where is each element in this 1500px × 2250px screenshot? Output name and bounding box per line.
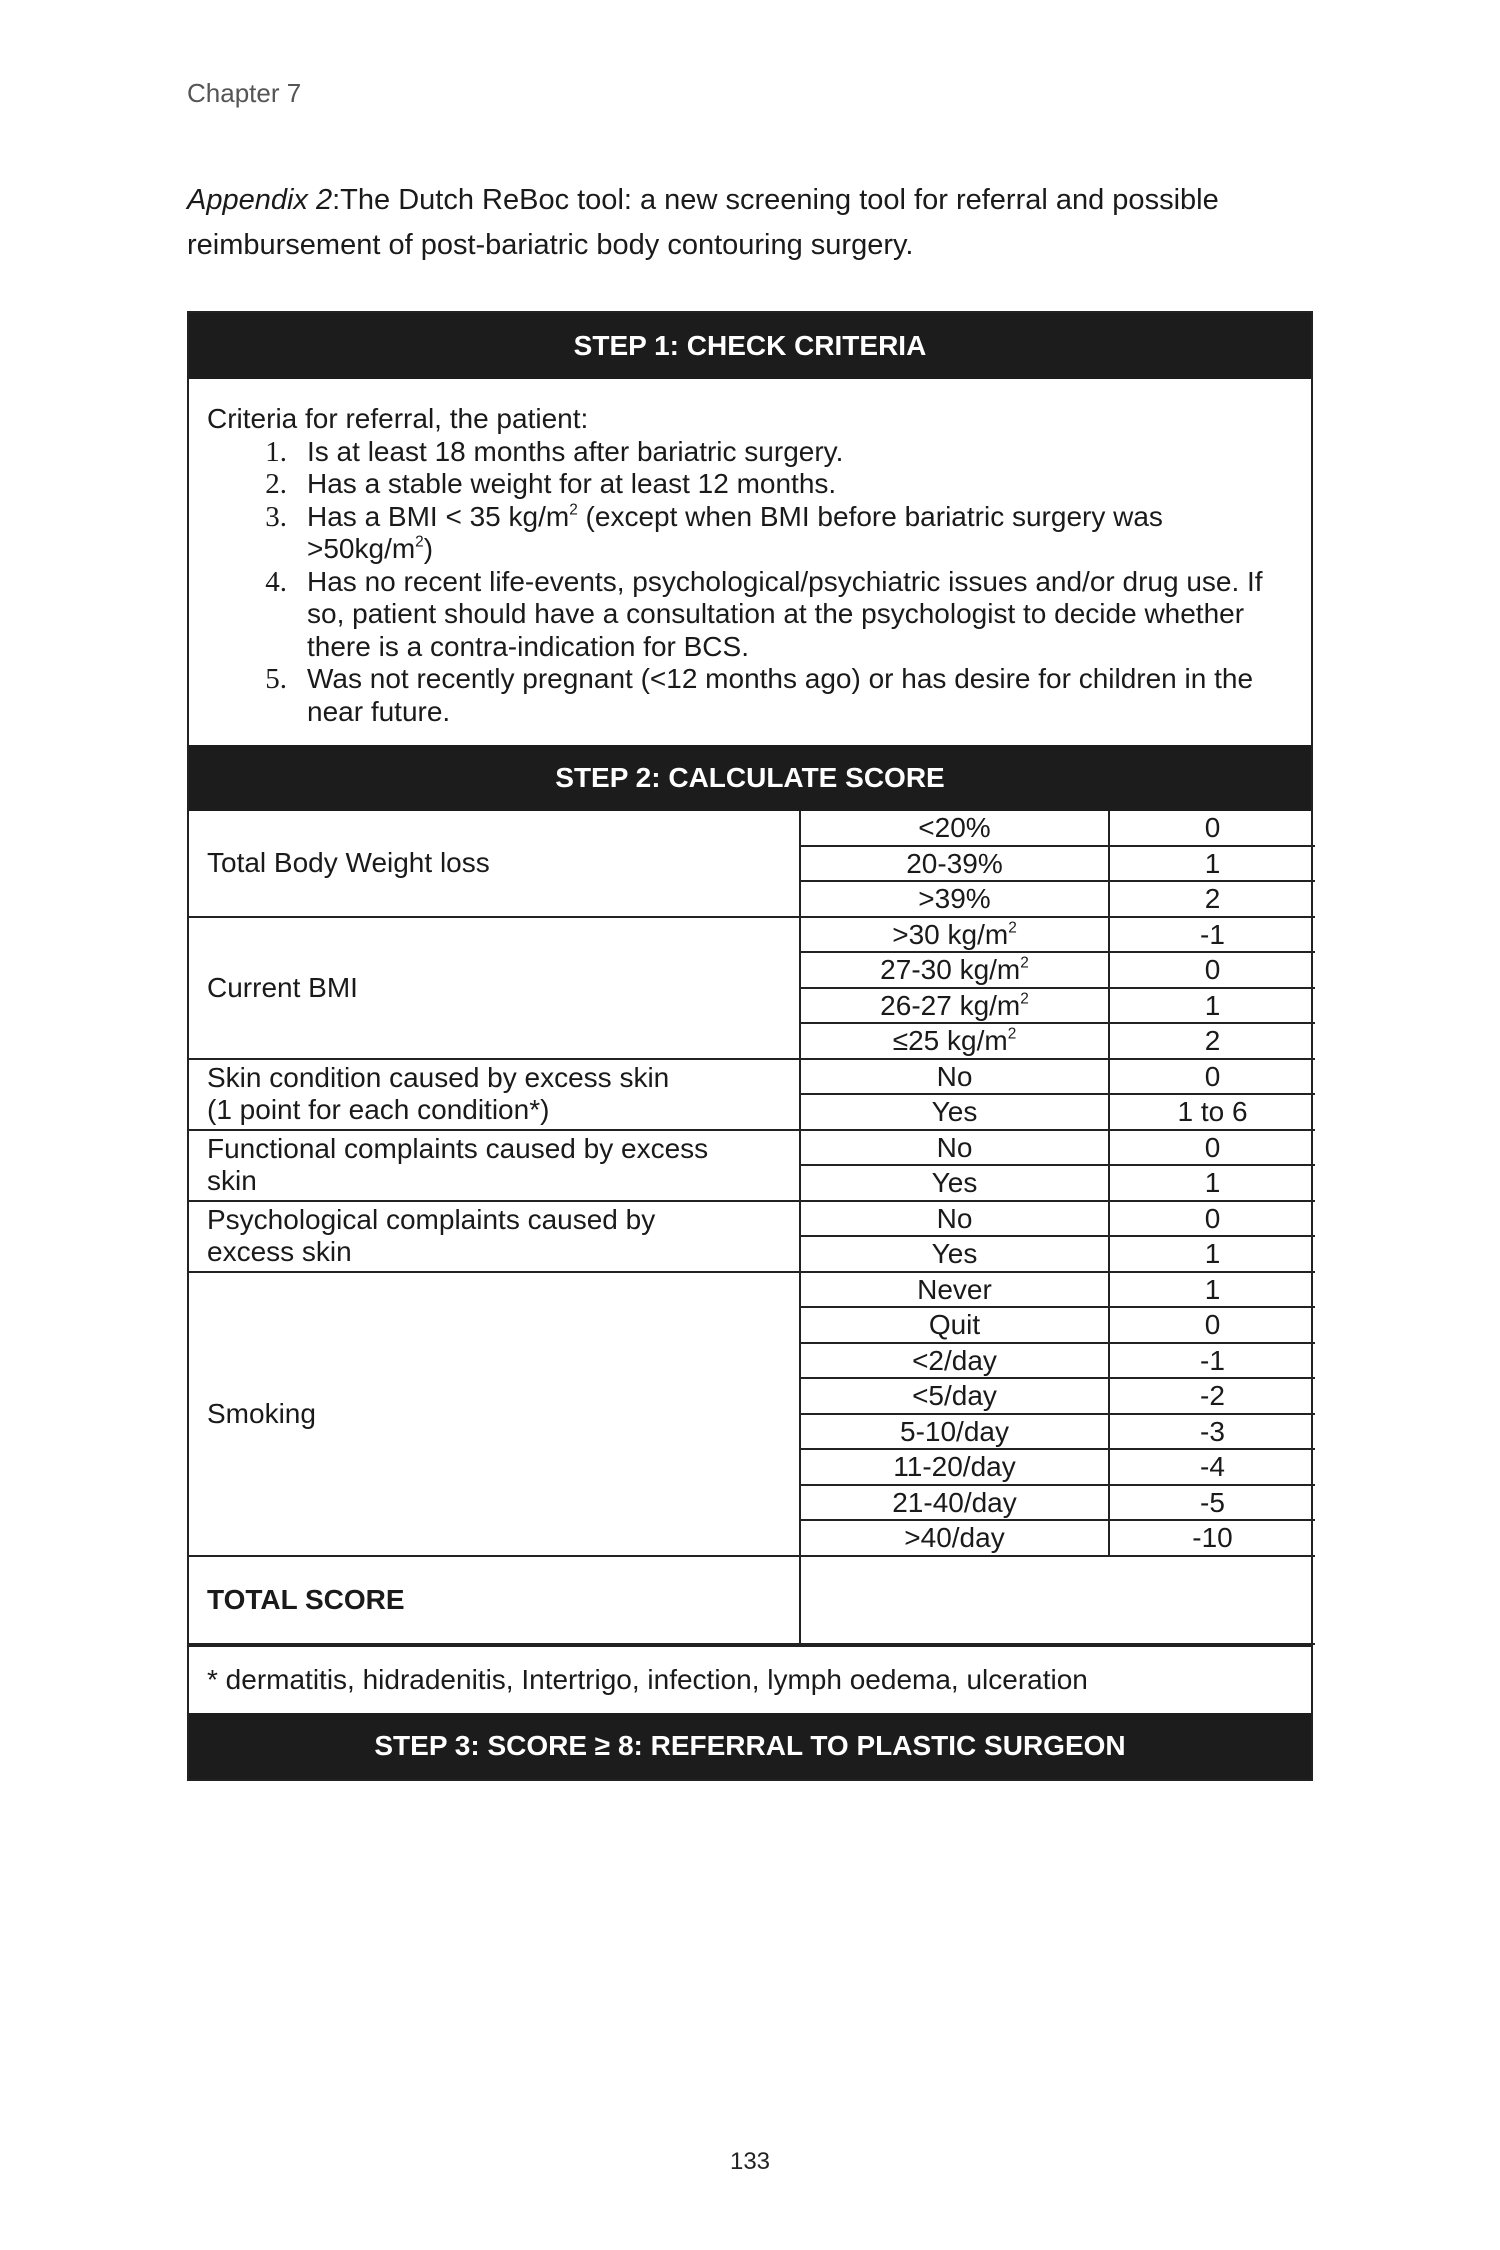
option-cell: Never [800, 1272, 1109, 1308]
superscript: 2 [569, 500, 578, 518]
option-cell: Yes [800, 1165, 1109, 1201]
step3-heading: STEP 3: SCORE ≥ 8: REFERRAL TO PLASTIC SURGEON [189, 1713, 1311, 1779]
criterion-item [207, 468, 1293, 501]
points-cell: 2 [1109, 1023, 1315, 1059]
points-cell: -10 [1109, 1520, 1315, 1556]
table-row [189, 1130, 1315, 1166]
superscript: 2 [1007, 1025, 1017, 1043]
option-text: 27-30 kg/m [880, 954, 1021, 985]
criterion-item [207, 663, 1293, 728]
option-cell: No [800, 1201, 1109, 1237]
points-cell: -4 [1109, 1449, 1315, 1485]
table-row [189, 917, 1315, 953]
step2-heading: STEP 2: CALCULATE SCORE [189, 745, 1311, 811]
step1-heading: STEP 1: CHECK CRITERIA [189, 313, 1311, 379]
points-cell: 1 [1109, 1236, 1315, 1272]
table-row [189, 1201, 1315, 1237]
option-cell: <20% [800, 811, 1109, 846]
criterion-number: 2. [265, 468, 287, 500]
criterion-current-bmi: Current BMI [189, 917, 800, 1059]
total-score-value [800, 1556, 1315, 1644]
page-number: 133 [729, 2148, 771, 2175]
option-cell: Yes [800, 1094, 1109, 1130]
criterion-number: 3. [265, 500, 287, 533]
points-cell: -1 [1109, 917, 1315, 953]
option-cell: 20-39% [800, 846, 1109, 882]
reboc-tool [187, 311, 1313, 1781]
option-cell: Yes [800, 1236, 1109, 1272]
criterion-line: excess skin [207, 1236, 352, 1267]
criterion-line: Functional complaints caused by excess [207, 1133, 709, 1164]
option-cell: >39% [800, 881, 1109, 917]
criteria-section [189, 379, 1311, 745]
points-cell: 0 [1109, 811, 1315, 846]
criterion-number: 5. [265, 663, 287, 695]
criterion-weight-loss: Total Body Weight loss [189, 811, 800, 917]
score-table [189, 811, 1315, 1645]
points-cell: 1 [1109, 988, 1315, 1024]
table-row [189, 811, 1315, 846]
superscript: 2 [1020, 989, 1029, 1007]
criteria-list [207, 436, 1293, 729]
criterion-text: Was not recently pregnant (<12 months ago) or has desire for children in the near future. [307, 663, 1254, 727]
criterion-item [207, 566, 1293, 664]
points-cell: 0 [1109, 1307, 1315, 1343]
option-cell: Quit [800, 1307, 1109, 1343]
criterion-text: Is at least 18 months after bariatric surgery. [307, 435, 844, 467]
criterion-line: skin [207, 1165, 257, 1196]
option-cell: <2/day [800, 1343, 1109, 1379]
option-cell: 11-20/day [800, 1449, 1109, 1485]
criterion-item [207, 436, 1293, 469]
criterion-line: Psychological complaints caused by [207, 1204, 656, 1235]
points-cell: 0 [1109, 1130, 1315, 1166]
criterion-smoking: Smoking [189, 1272, 800, 1556]
criterion-text [307, 501, 1293, 566]
points-cell: -5 [1109, 1485, 1315, 1521]
criteria-intro: Criteria for referral, the patient: [207, 403, 589, 434]
points-cell: -2 [1109, 1378, 1315, 1414]
points-cell: 2 [1109, 881, 1315, 917]
criterion-psychological-complaints [189, 1201, 800, 1272]
points-cell: 1 to 6 [1109, 1094, 1315, 1130]
option-text: ≤25 kg/m [892, 1025, 1008, 1056]
criterion-text-part: Has a BMI < 35 kg/m [307, 500, 570, 532]
points-cell: 0 [1109, 1201, 1315, 1237]
appendix-caption [187, 178, 1337, 268]
option-cell: No [800, 1130, 1109, 1166]
criterion-text: Has no recent life-events, psychological/psychiatric issues and/or drug use. If so, patient should have a consultation at the psychologist to decide whether there is a contra-indication for BCS. [307, 565, 1263, 662]
criterion-text: Has a stable weight for at least 12 months. [307, 468, 837, 499]
points-cell: 1 [1109, 1165, 1315, 1201]
footnote: * dermatitis, hidradenitis, Intertrigo, infection, lymph oedema, ulceration [189, 1645, 1311, 1713]
total-score-label: TOTAL SCORE [189, 1556, 800, 1644]
superscript: 2 [1008, 918, 1017, 936]
option-cell [800, 1023, 1109, 1059]
criterion-skin-condition [189, 1059, 800, 1130]
points-cell: 0 [1109, 952, 1315, 988]
criterion-functional-complaints [189, 1130, 800, 1201]
chapter-header: Chapter 7 [187, 78, 302, 108]
option-text: 26-27 kg/m [880, 989, 1021, 1021]
points-cell: -1 [1109, 1343, 1315, 1379]
appendix-label: Appendix 2 [187, 184, 333, 216]
criterion-line: (1 point for each condition*) [207, 1094, 550, 1125]
criterion-line: Skin condition caused by excess skin [207, 1062, 670, 1093]
option-cell: 5-10/day [800, 1414, 1109, 1450]
option-cell [800, 952, 1109, 988]
table-row [189, 1059, 1315, 1095]
points-cell: 1 [1109, 846, 1315, 882]
criterion-item [207, 501, 1293, 566]
criterion-text-part: (except when BMI before bariatric surgery was >50kg/m [307, 500, 1163, 564]
superscript: 2 [415, 533, 424, 551]
criterion-number: 4. [265, 565, 287, 598]
option-text: >30 kg/m [892, 918, 1009, 950]
total-row [189, 1556, 1315, 1644]
appendix-title: :The Dutch ReBoc tool: a new screening tool for referral and possible reimbursement of post-bariatric body contouring surgery. [187, 184, 1219, 261]
option-cell: <5/day [800, 1378, 1109, 1414]
option-cell: No [800, 1059, 1109, 1095]
superscript: 2 [1020, 954, 1029, 972]
option-cell [800, 988, 1109, 1024]
points-cell: 0 [1109, 1059, 1315, 1095]
criterion-number: 1. [265, 435, 287, 468]
option-cell: >40/day [800, 1520, 1109, 1556]
criterion-text-part: ) [423, 533, 434, 564]
option-cell: 21-40/day [800, 1485, 1109, 1521]
points-cell: -3 [1109, 1414, 1315, 1450]
option-cell [800, 917, 1109, 953]
table-row [189, 1272, 1315, 1308]
points-cell: 1 [1109, 1272, 1315, 1308]
